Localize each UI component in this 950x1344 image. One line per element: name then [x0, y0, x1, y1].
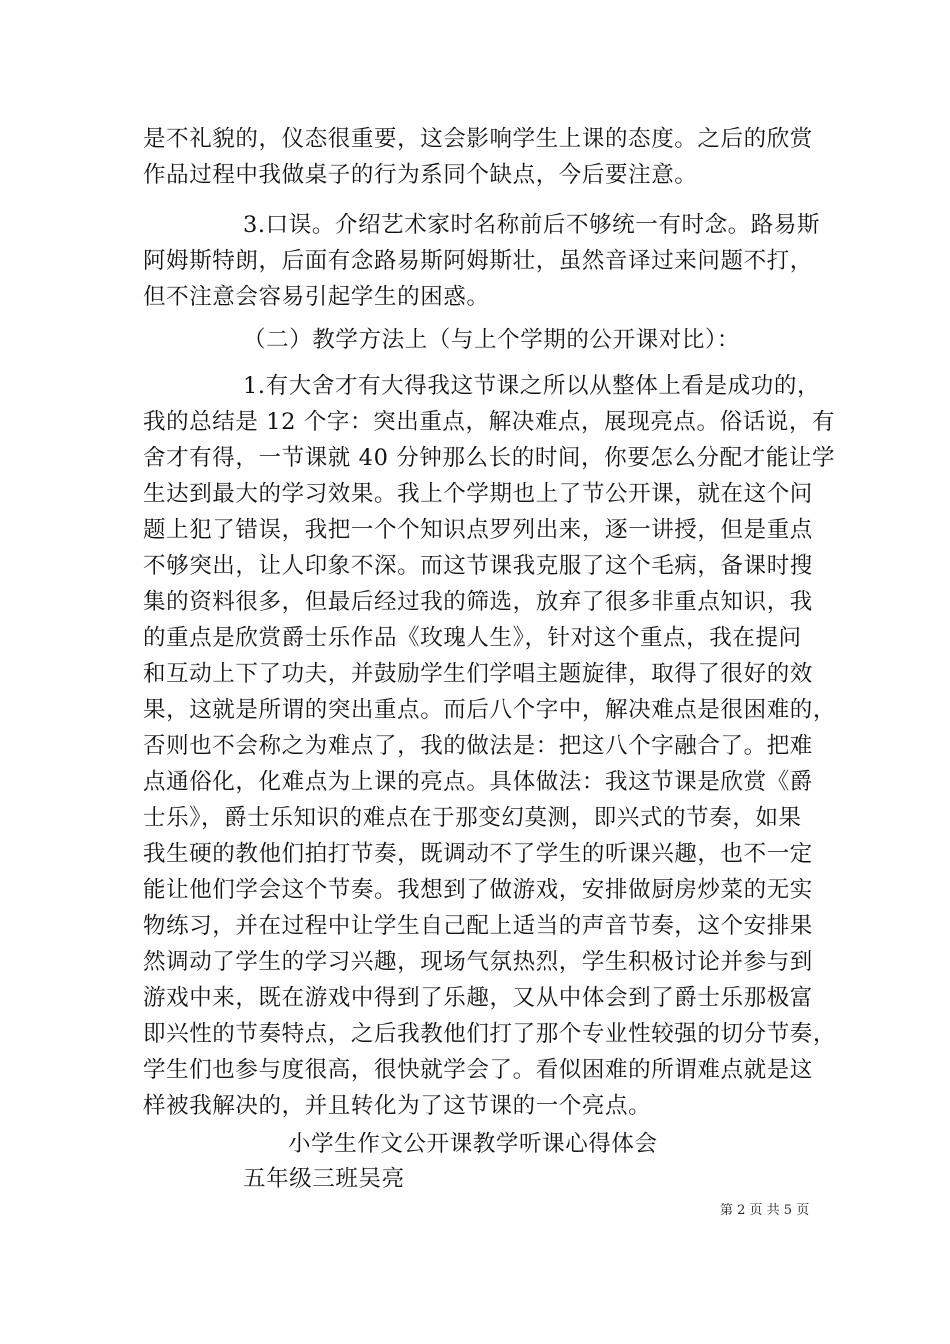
page-number: 第 2 页 共 5 页 — [720, 1203, 810, 1218]
paragraph-line: 但不注意会容易引起学生的困惑。 — [143, 284, 490, 310]
paragraph-line: 即兴性的节奏特点，之后我教他们打了那个专业性较强的切分节奏， — [143, 1021, 837, 1047]
paragraph-line: 游戏中来，既在游戏中得到了乐趣，又从中体会到了爵士乐那极富 — [143, 985, 813, 1011]
paragraph-line: 样被我解决的，并且转化为了这节课的一个亮点。 — [143, 1093, 652, 1119]
paragraph-line: 的重点是欣赏爵士乐作品《玫瑰人生》，针对这个重点，我在提问 — [143, 625, 802, 651]
paragraph-line: 学生们也参与度很高，很快就学会了。看似困难的所谓难点就是这 — [143, 1057, 813, 1083]
paragraph-line: 我的总结是 12 个字：突出重点，解决难点，展现亮点。俗话说，有 — [143, 409, 836, 435]
paragraph-line: 点通俗化，化难点为上课的亮点。具体做法：我这节课是欣赏《爵 — [143, 769, 813, 795]
paragraph-line: 我生硬的教他们拍打节奏，既调动不了学生的听课兴趣，也不一定 — [143, 841, 813, 867]
paragraph-line: 舍才有得，一节课就 40 分钟那么长的时间，你要怎么分配才能让学 — [143, 445, 836, 471]
paragraph-line: 然调动了学生的学习兴趣，现场气氛热烈，学生积极讨论并参与到 — [143, 949, 813, 975]
paragraph-line: 作品过程中我做桌子的行为系同个缺点，今后要注意。 — [143, 162, 698, 188]
paragraph-line: 集的资料很多，但最后经过我的筛选，放弃了很多非重点知识，我 — [143, 589, 813, 615]
paragraph-line: 1.有大舍才有大得我这节课之所以从整体上看是成功的， — [243, 373, 821, 399]
paragraph-line: 能让他们学会这个节奏。我想到了做游戏，安排做厨房炒菜的无实 — [143, 877, 813, 903]
paragraph-line: 物练习，并在过程中让学生自己配上适当的声音节奏，这个安排果 — [143, 913, 813, 939]
paragraph-line: 是不礼貌的，仪态很重要，这会影响学生上课的态度。之后的欣赏 — [143, 126, 813, 152]
paragraph-line: 阿姆斯特朗，后面有念路易斯阿姆斯壮，虽然音译过来问题不打， — [143, 248, 813, 274]
paragraph-line: 不够突出，让人印象不深。而这节课我克服了这个毛病，备课时搜 — [143, 553, 813, 579]
article-title: 小学生作文公开课教学听课心得体会 — [288, 1131, 658, 1157]
paragraph-line: 题上犯了错误，我把一个个知识点罗列出来，逐一讲授，但是重点 — [143, 517, 813, 543]
paragraph-line: 和互动上下了功夫，并鼓励学生们学唱主题旋律，取得了很好的效 — [143, 661, 813, 687]
paragraph-line: 生达到最大的学习效果。我上个学期也上了节公开课，就在这个问 — [143, 481, 813, 507]
author-line: 五年级三班吴亮 — [243, 1166, 405, 1192]
paragraph-line: 士乐》，爵士乐知识的难点在于那变幻莫测，即兴式的节奏，如果 — [143, 805, 802, 831]
section-heading: （二）教学方法上（与上个学期的公开课对比）： — [243, 327, 740, 353]
paragraph-line: 果，这就是所谓的突出重点。而后八个字中，解决难点是很困难的， — [143, 697, 837, 723]
paragraph-line: 否则也不会称之为难点了，我的做法是：把这八个字融合了。把难 — [143, 733, 813, 759]
paragraph-line: 3.口误。介绍艺术家时名称前后不够统一有时念。路易斯 — [243, 212, 821, 238]
